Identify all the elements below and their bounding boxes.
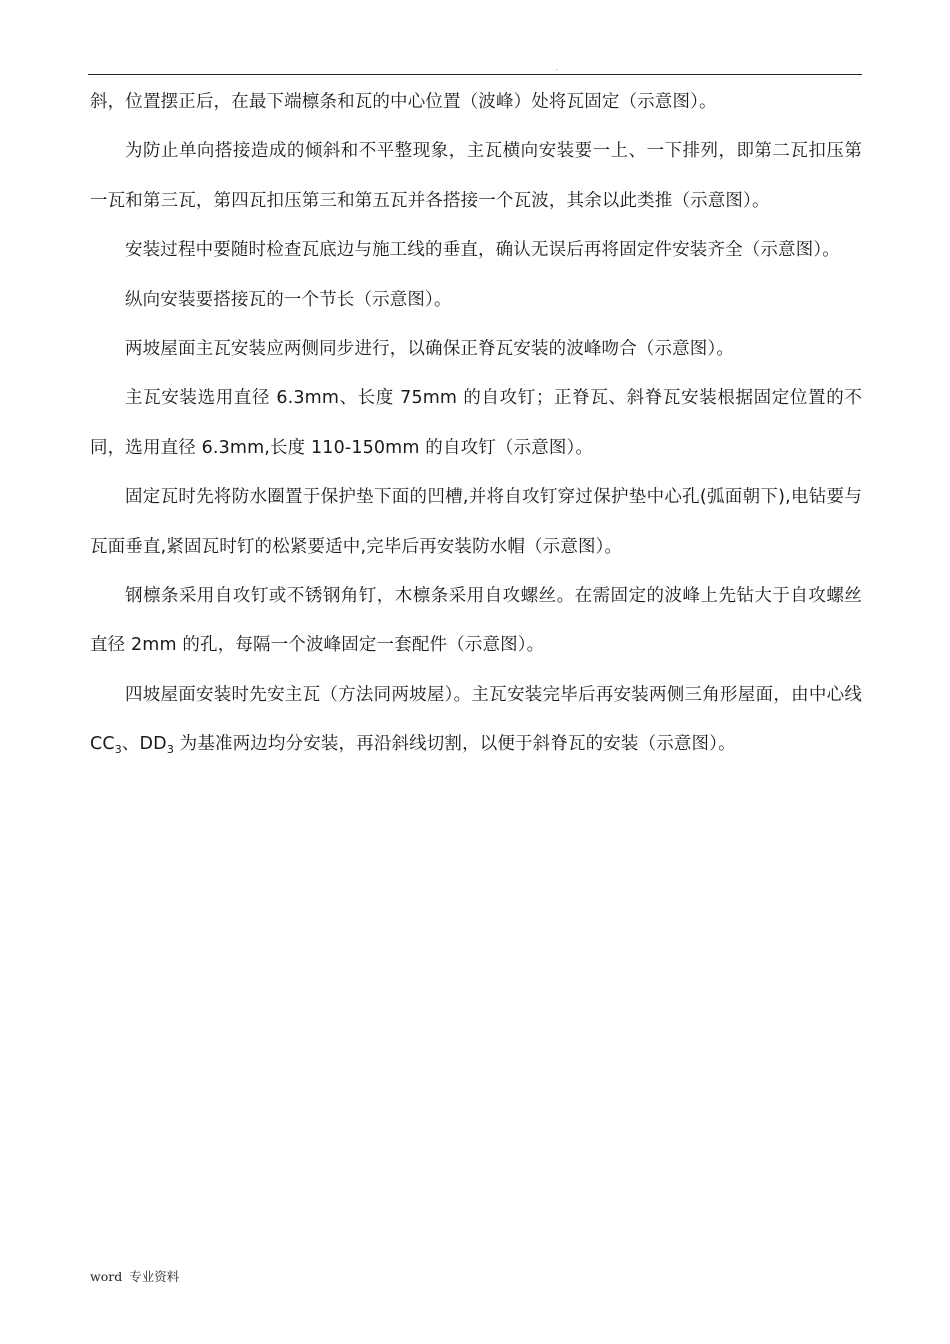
paragraph-9 [90,671,862,770]
paragraph-9-text-b: 、DD [121,734,167,755]
header-rule [88,74,862,75]
subscript-dd3: 3 [166,743,174,757]
paragraph-9-text-a: 四坡屋面安装时先安主瓦（方法同两坡屋）。主瓦安装完毕后再安装两侧三角形屋面，由中心线 CC [90,684,862,755]
document-body [90,78,862,770]
footer-brand: word [90,1269,123,1284]
paragraph-1: 斜，位置摆正后，在最下端檩条和瓦的中心位置（波峰）处将瓦固定（示意图）。 [90,92,717,112]
paragraph-4: 纵向安装要搭接瓦的一个节长（示意图）。 [125,289,452,310]
paragraph-6: 主瓦安装选用直径 6.3mm、长度 75mm 的自攻钉；正脊瓦、斜脊瓦安装根据固定位置的不同，选用直径 6.3mm,长度 110-150mm 的自攻钉（示意图）。 [90,388,862,458]
paragraph-5: 两坡屋面主瓦安装应两侧同步进行，以确保正脊瓦安装的波峰吻合（示意图）。 [125,339,734,360]
footer-label: 专业资料 [129,1269,180,1284]
paragraph-7: 固定瓦时先将防水圈置于保护垫下面的凹槽,并将自攻钉穿过保护垫中心孔(弧面朝下),电钻要与瓦面垂直,紧固瓦时钉的松紧要适中,完毕后再安装防水帽（示意图）。 [90,487,862,557]
paragraph-9-text-c: 为基准两边均分安装，再沿斜线切割，以便于斜脊瓦的安装（示意图）。 [173,734,736,755]
subscript-cc3: 3 [114,743,122,757]
paragraph-8: 钢檩条采用自攻钉或不锈钢角钉，木檩条采用自攻螺丝。在需固定的波峰上先钻大于自攻螺丝直径 2mm 的孔，每隔一个波峰固定一套配件（示意图）。 [90,586,862,656]
header-dot: . [556,65,558,72]
paragraph-2: 为防止单向搭接造成的倾斜和不平整现象，主瓦横向安装要一上、一下排列，即第二瓦扣压第一瓦和第三瓦，第四瓦扣压第三和第五瓦并各搭接一个瓦波，其余以此类推（示意图）。 [90,141,862,211]
paragraph-3: 安装过程中要随时检查瓦底边与施工线的垂直，确认无误后再将固定件安装齐全（示意图）。 [125,240,840,261]
page-footer [90,1269,179,1285]
